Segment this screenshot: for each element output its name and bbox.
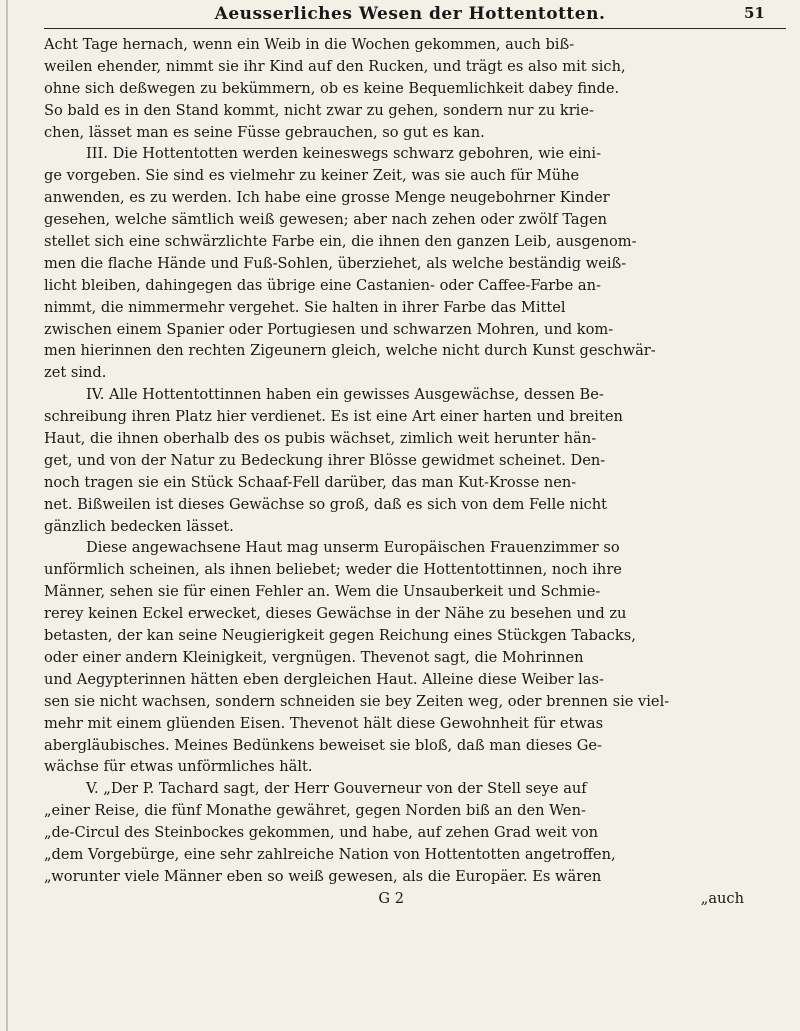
text-line: zet sind.: [44, 364, 107, 382]
text-line: rerey keinen Eckel erwecket, dieses Gewächse in der Nähe zu besehen und zu: [44, 605, 627, 623]
section-iii-start: III. Die Hottentotten werden keineswegs schwarz gebohren, wie eini-: [86, 145, 602, 163]
text-line: wächse für etwas unförmliches hält.: [44, 758, 313, 776]
section-iv-start: IV. Alle Hottentottinnen haben ein gewisses Ausgewächse, dessen Be-: [86, 386, 604, 404]
page-number: 51: [744, 4, 765, 22]
text-line: net. Bißweilen ist dieses Gewächse so groß, daß es sich von dem Felle nicht: [44, 495, 608, 513]
paragraph-start: Diese angewachsene Haut mag unserm Europäischen Frauenzimmer so: [86, 539, 620, 557]
text-line: sen sie nicht wachsen, sondern schneiden sie bey Zeiten weg, oder brennen sie viel-: [44, 692, 670, 710]
text-line: anwenden, es zu werden. Ich habe eine grosse Menge neugebohrner Kinder: [44, 189, 610, 207]
text-line: nimmt, die nimmermehr vergehet. Sie halten in ihrer Farbe das Mittel: [44, 298, 566, 316]
text-line: noch tragen sie ein Stück Schaaf-Fell darüber, das man Kut-Krosse nen-: [44, 473, 577, 491]
text-line: licht bleiben, dahingegen das übrige eine Castanien- oder Caffee-Farbe an-: [44, 276, 601, 294]
catchword: „auch: [700, 889, 744, 907]
text-line: gänzlich bedecken lässet.: [44, 517, 234, 535]
text-line: unförmlich scheinen, als ihnen beliebet; weder die Hottentottinnen, noch ihre: [44, 561, 622, 579]
text-line: schreibung ihren Platz hier verdienet. Es ist eine Art einer harten und breiten: [44, 408, 623, 426]
text-line: betasten, der kan seine Neugierigkeit gegen Reichung eines Stückgen Tabacks,: [44, 627, 636, 645]
text-line: weilen ehender, nimmt sie ihr Kind auf den Rucken, und trägt es also mit sich,: [44, 57, 626, 75]
text-line: und Aegypterinnen hätten eben dergleichen Haut. Alleine diese Weiber las-: [44, 670, 604, 688]
text-line: gesehen, welche sämtlich weiß gewesen; aber nach zehen oder zwölf Tagen: [44, 211, 608, 229]
body-text: [44, 34, 786, 1014]
running-head: Aeusserliches Wesen der Hottentotten.: [214, 4, 606, 24]
text-line: Acht Tage hernach, wenn ein Weib in die Wochen gekommen, auch biß-: [44, 36, 575, 53]
text-line: stellet sich eine schwärzlichte Farbe ein, die ihnen den ganzen Leib, ausgenom-: [44, 233, 637, 251]
text-line: get, und von der Natur zu Bedeckung ihrer Blösse gewidmet scheinet. Den-: [44, 451, 606, 469]
text-line: men hierinnen den rechten Zigeunern gleich, welche nicht durch Kunst geschwär-: [44, 342, 656, 360]
text-line: mehr mit einem glüenden Eisen. Thevenot hält diese Gewohnheit für etwas: [44, 714, 604, 732]
text-line: „de-Circul des Steinbockes gekommen, und habe, auf zehen Grad weit von: [44, 824, 599, 842]
text-line: „dem Vorgebürge, eine sehr zahlreiche Nation von Hottentotten angetroffen,: [44, 845, 616, 863]
text-line: So bald es in den Stand kommt, nicht zwar zu gehen, sondern nur zu krie-: [44, 101, 594, 119]
text-line: „einer Reise, die fünf Monathe gewähret, gegen Norden biß an den Wen-: [44, 802, 586, 820]
header-rule: [44, 28, 786, 29]
page-footer-line: [44, 888, 786, 910]
text-line: oder einer andern Kleinigkeit, vergnügen. Thevenot sagt, die Mohrinnen: [44, 648, 584, 666]
text-line: „worunter viele Männer eben so weiß gewesen, als die Europäer. Es wären: [44, 867, 602, 885]
text-line: chen, lässet man es seine Füsse gebrauchen, so gut es kan.: [44, 123, 485, 141]
page-header: [0, 4, 800, 26]
section-v-start: V. „Der P. Tachard sagt, der Herr Gouverneur von der Stell seye auf: [86, 780, 587, 798]
text-line: men die flache Hände und Fuß-Sohlen, überziehet, als welche beständig weiß-: [44, 254, 627, 272]
text-line: Männer, sehen sie für einen Fehler an. Wem die Unsauberkeit und Schmie-: [44, 583, 601, 601]
text-line: Haut, die ihnen oberhalb des os pubis wächset, zimlich weit herunter hän-: [44, 430, 597, 448]
signature-mark: G 2: [378, 889, 404, 907]
text-line: ge vorgeben. Sie sind es vielmehr zu keiner Zeit, was sie auch für Mühe: [44, 167, 580, 185]
text-line: zwischen einem Spanier oder Portugiesen und schwarzen Mohren, und kom-: [44, 320, 614, 338]
page-edge-rule: [6, 0, 8, 1031]
text-line: ohne sich deßwegen zu bekümmern, ob es keine Bequemlichkeit dabey finde.: [44, 79, 620, 97]
text-line: abergläubisches. Meines Bedünkens beweiset sie bloß, daß man dieses Ge-: [44, 736, 602, 754]
